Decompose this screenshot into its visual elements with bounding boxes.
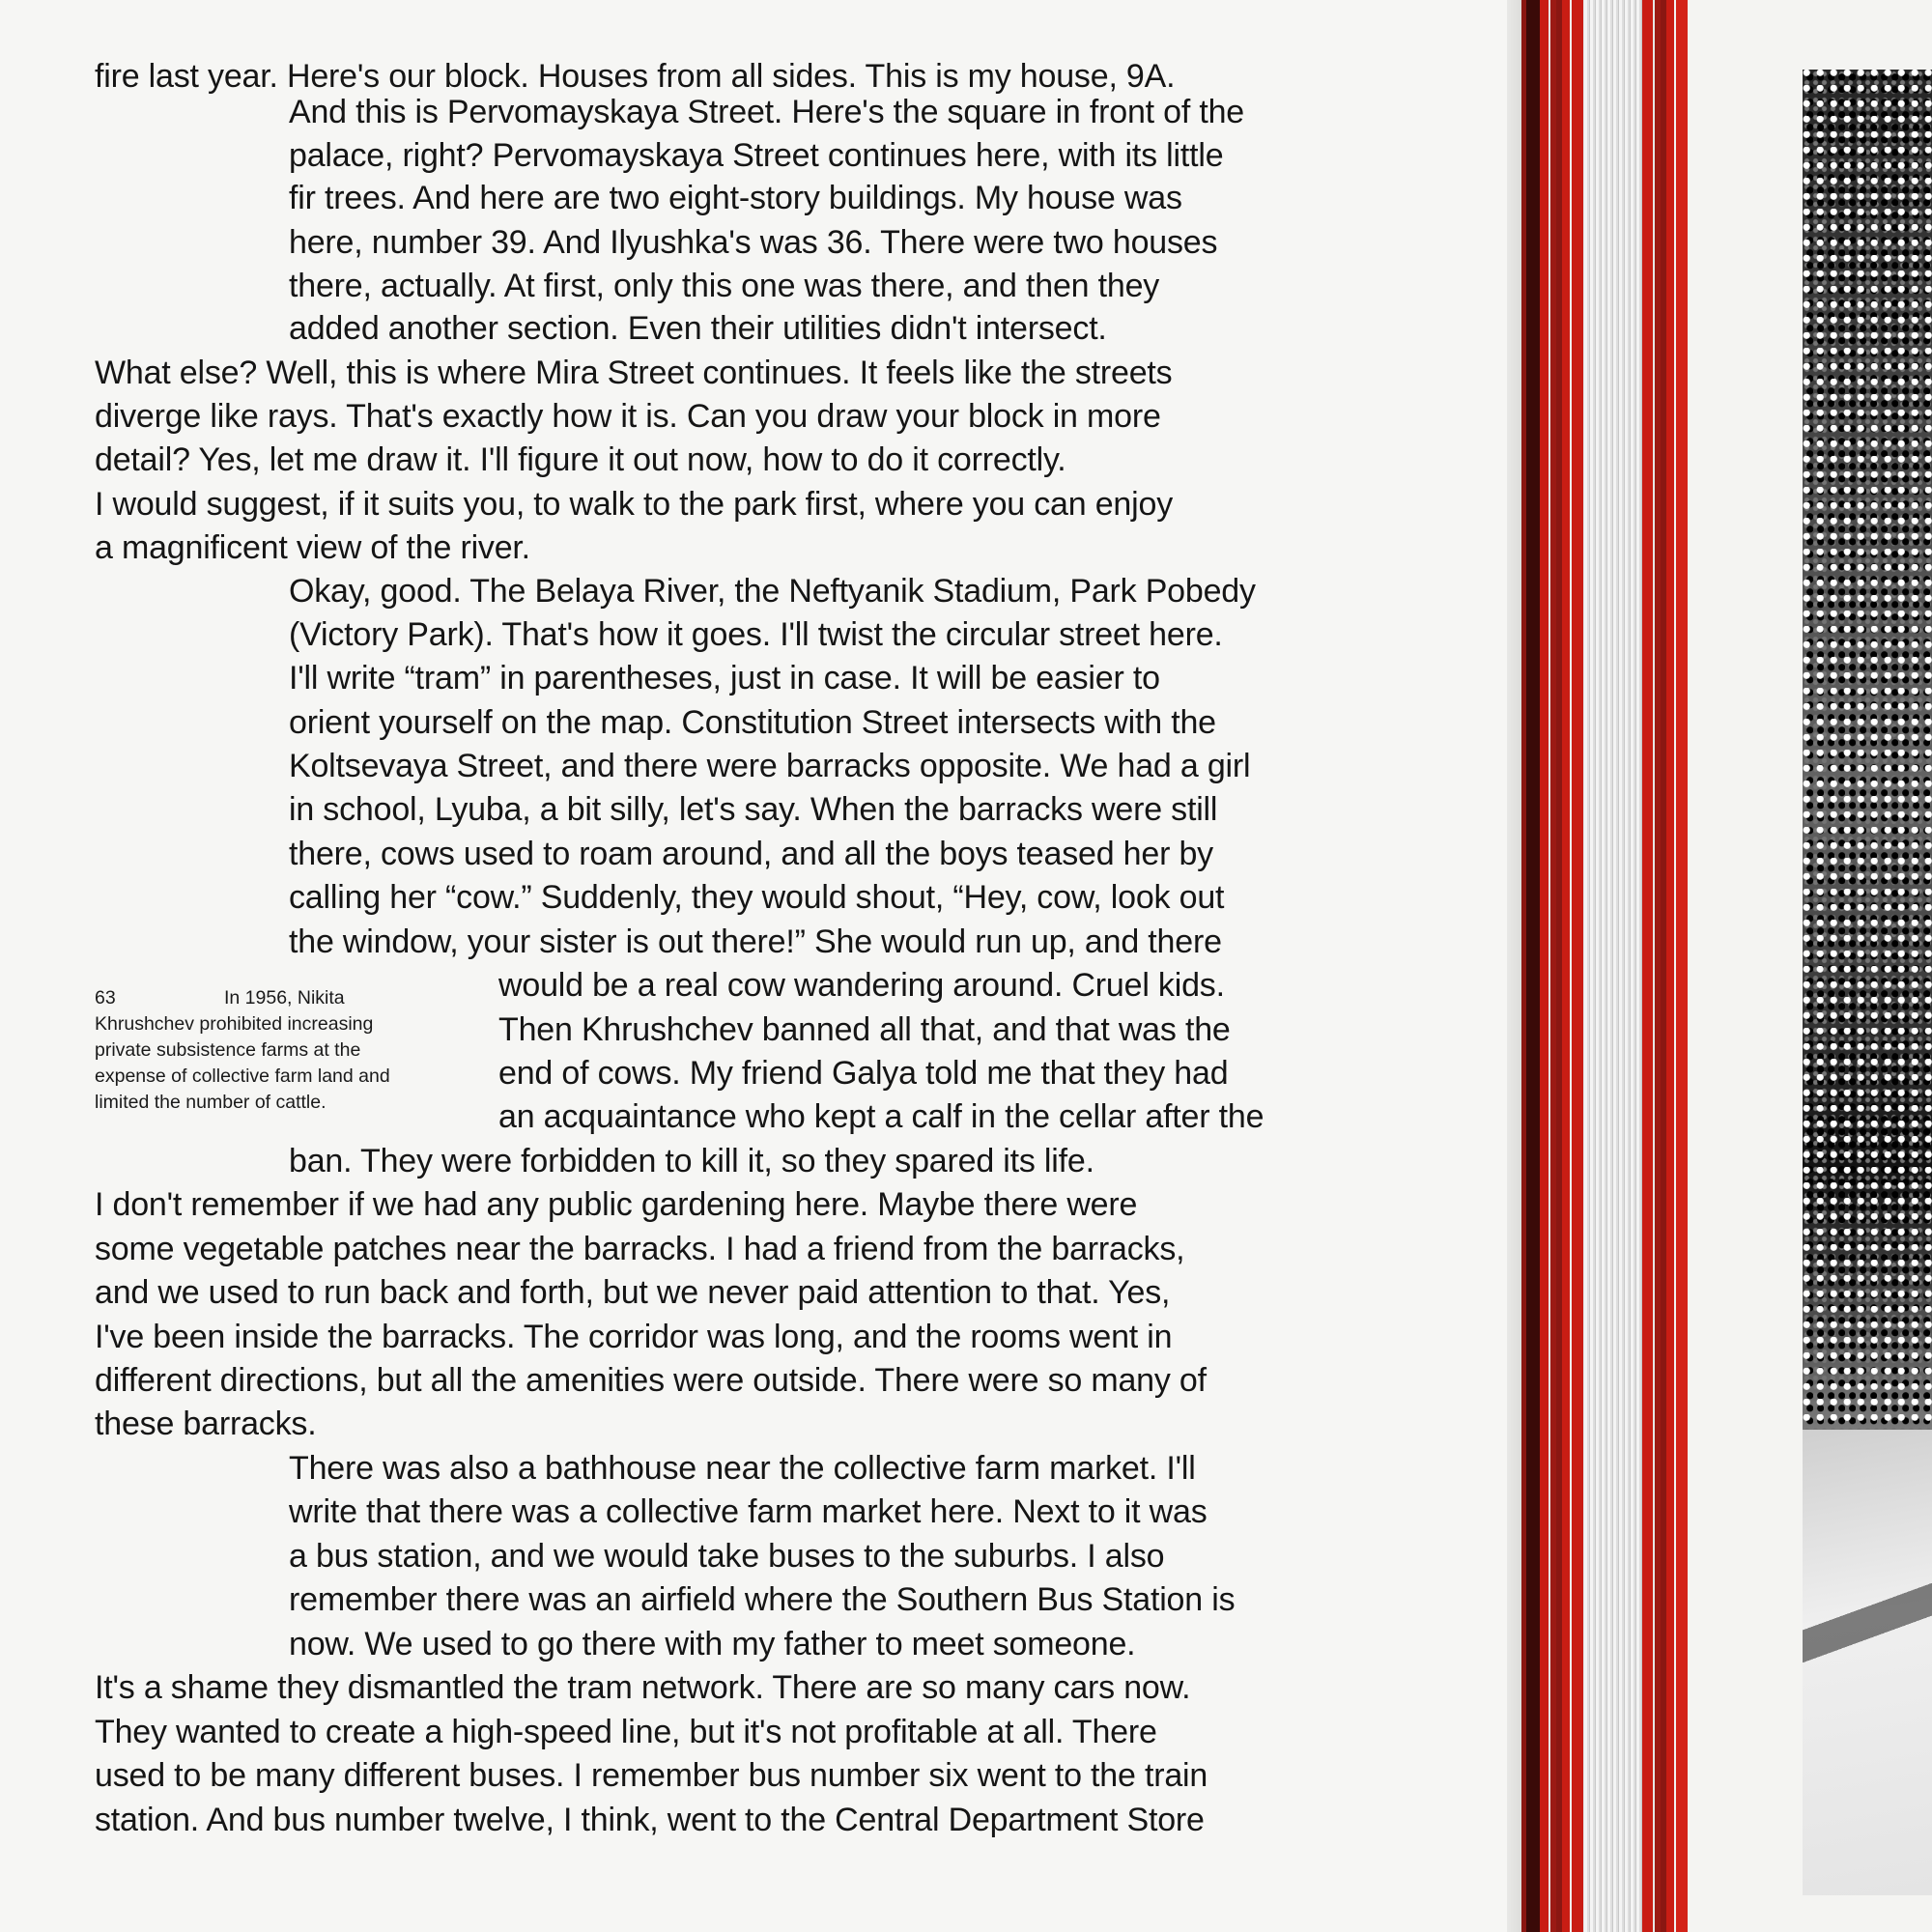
text-line: I don't remember if we had any public gardening here. Maybe there were: [95, 1186, 1138, 1223]
footnote-number: 63: [95, 987, 116, 1009]
text-line: I would suggest, if it suits you, to walk to the park first, where you can enjoy: [95, 486, 1173, 523]
footnote-line: In 1956, Nikita: [224, 987, 345, 1009]
text-line: now. We used to go there with my father to meet someone.: [289, 1626, 1136, 1662]
footnote-line: expense of collective farm land and: [95, 1065, 390, 1087]
text-line: added another section. Even their utilities didn't intersect.: [289, 310, 1107, 347]
footnote-line: Khrushchev prohibited increasing: [95, 1013, 374, 1035]
text-line: I'll write “tram” in parentheses, just in case. It will be easier to: [289, 660, 1160, 696]
text-line: What else? Well, this is where Mira Street continues. It feels like the streets: [95, 355, 1173, 391]
text-line: remember there was an airfield where the Southern Bus Station is: [289, 1581, 1236, 1618]
text-line: these barracks.: [95, 1406, 317, 1442]
photo-shadow: [1803, 1565, 1932, 1681]
text-line: write that there was a collective farm market here. Next to it was: [289, 1493, 1208, 1530]
page-edge-light: [1584, 0, 1642, 1932]
text-line: in school, Lyuba, a bit silly, let's say. When the barracks were still: [289, 791, 1218, 828]
text-line: Then Khrushchev banned all that, and that was the: [498, 1011, 1231, 1048]
text-line: and we used to run back and forth, but we never paid attention to that. Yes,: [95, 1274, 1171, 1311]
text-line: would be a real cow wandering around. Cruel kids.: [498, 967, 1225, 1004]
text-line: calling her “cow.” Suddenly, they would shout, “Hey, cow, look out: [289, 879, 1225, 916]
text-line: end of cows. My friend Galya told me that they had: [498, 1055, 1229, 1092]
text-line: some vegetable patches near the barracks. I had a friend from the barracks,: [95, 1231, 1185, 1267]
text-line: there, cows used to roam around, and all the boys teased her by: [289, 836, 1213, 872]
text-line: here, number 39. And Ilyushka's was 36. There were two houses: [289, 224, 1218, 261]
text-line: a bus station, and we would take buses to the suburbs. I also: [289, 1538, 1165, 1575]
text-line: there, actually. At first, only this one was there, and then they: [289, 268, 1160, 304]
text-line: Okay, good. The Belaya River, the Neftyanik Stadium, Park Pobedy: [289, 573, 1256, 610]
text-line: station. And bus number twelve, I think, went to the Central Department Store: [95, 1802, 1205, 1838]
footnote-line: private subsistence farms at the: [95, 1039, 361, 1061]
text-line: the window, your sister is out there!” She would run up, and there: [289, 923, 1222, 960]
text-line: a magnificent view of the river.: [95, 529, 530, 566]
page-edge-red: [1676, 0, 1688, 1932]
text-line: Koltsevaya Street, and there were barracks opposite. We had a girl: [289, 748, 1251, 784]
text-line: different directions, but all the amenities were outside. There were so many of: [95, 1362, 1207, 1399]
text-line: an acquaintance who kept a calf in the cellar after the: [498, 1098, 1264, 1135]
text-line: fire last year. Here's our block. Houses from all sides. This is my house, 9A.: [95, 58, 1176, 95]
text-line: I've been inside the barracks. The corridor was long, and the rooms went in: [95, 1319, 1173, 1355]
page-edge-dark: [1526, 0, 1540, 1932]
text-line: And this is Pervomayskaya Street. Here's the square in front of the: [289, 94, 1245, 130]
text-line: used to be many different buses. I remember bus number six went to the train: [95, 1757, 1208, 1794]
text-line: (Victory Park). That's how it goes. I'll twist the circular street here.: [289, 616, 1223, 653]
text-line: It's a shame they dismantled the tram network. There are so many cars now.: [95, 1669, 1191, 1706]
text-line: fir trees. And here are two eight-story buildings. My house was: [289, 180, 1182, 216]
text-line: palace, right? Pervomayskaya Street continues here, with its little: [289, 137, 1224, 174]
text-line: ban. They were forbidden to kill it, so they spared its life.: [289, 1143, 1094, 1179]
text-line: detail? Yes, let me draw it. I'll figure it out now, how to do it correctly.: [95, 441, 1066, 478]
text-line: There was also a bathhouse near the collective farm market. I'll: [289, 1450, 1196, 1487]
text-line: They wanted to create a high-speed line, but it's not profitable at all. There: [95, 1714, 1157, 1750]
footnote-line: limited the number of cattle.: [95, 1092, 327, 1113]
text-line: diverge like rays. That's exactly how it is. Can you draw your block in more: [95, 398, 1161, 435]
text-line: orient yourself on the map. Constitution Street intersects with the: [289, 704, 1216, 741]
